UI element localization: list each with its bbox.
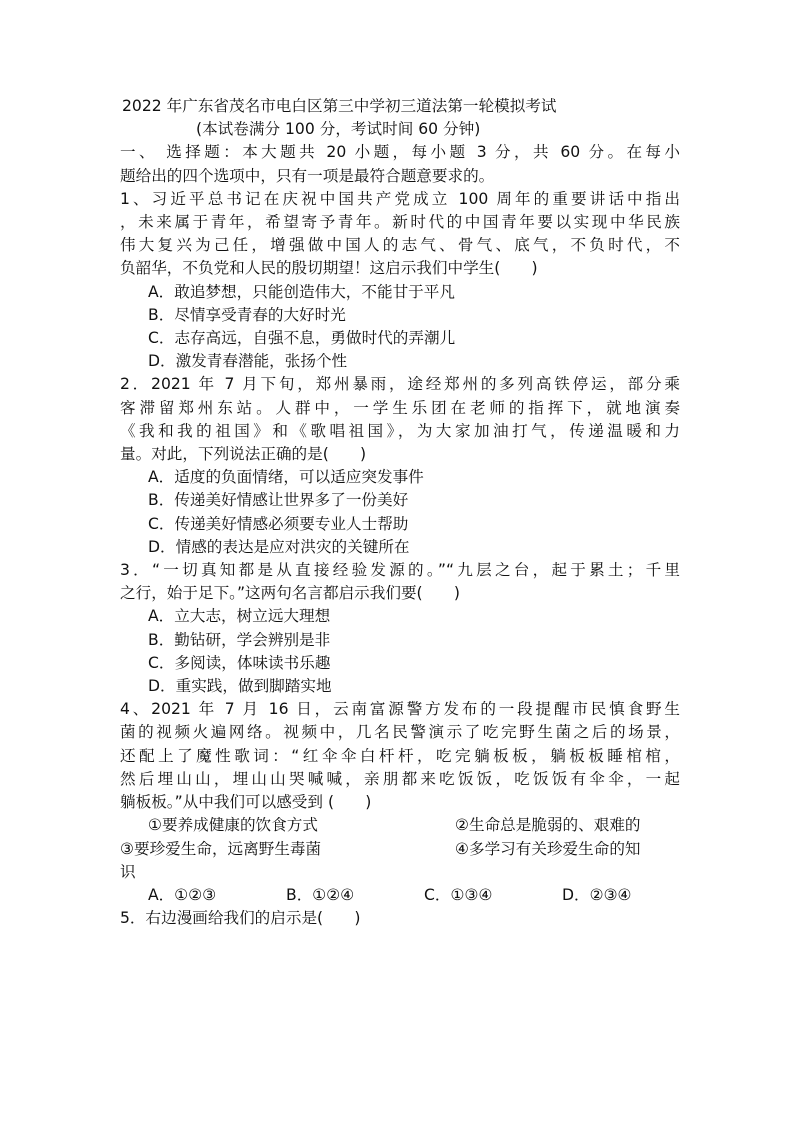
- question-text-line: 5．右边漫画给我们的启示是( ): [120, 909, 361, 928]
- statement-row: [120, 814, 680, 837]
- question-text-line: 1、习近平总书记在庆祝中国共产党成立 100 周年的重要讲话中指出: [120, 189, 680, 208]
- question-text-line: ，未来属于青年，希望寄予青年。新时代的中国青年要以实现中华民族: [120, 213, 680, 232]
- statement-2: ②生命总是脆弱的、艰难的: [455, 816, 641, 835]
- question-text-line: 菌的视频火遍网络。视频中，几名民警演示了吃完野生菌之后的场景，: [120, 723, 680, 742]
- question-5: [120, 907, 680, 930]
- question-text-line: 然后埋山山，埋山山哭喊喊，亲朋都来吃饭饭，吃饭饭有伞伞，一起: [120, 769, 680, 788]
- option-b: B．尽情享受青春的大好时光: [148, 305, 346, 324]
- option-c: C．多阅读，体味读书乐趣: [148, 653, 331, 672]
- option-d: D．激发青春潜能，张扬个性: [148, 352, 348, 371]
- question-1: [120, 188, 680, 374]
- question-text-line: 之行，始于足下。”这两句名言都启示我们要( ): [120, 584, 460, 603]
- option-d: D．情感的表达是应对洪灾的关键所在: [148, 537, 410, 556]
- section-instruction-line: 一、 选择题：本大题共 20 小题，每小题 3 分，共 60 分。在每小: [120, 143, 680, 162]
- section-instruction-line: 题给出的四个选项中，只有一项是最符合题意要求的。: [120, 166, 495, 185]
- question-text-line: 量。对此，下列说法正确的是( ): [120, 445, 367, 464]
- question-text-line: 2．2021 年 7 月下旬，郑州暴雨，途经郑州的多列高铁停运，部分乘: [120, 375, 680, 394]
- option-d: D．重实践，做到脚踏实地: [148, 677, 332, 696]
- question-text-line: 客滞留郑州东站。人群中，一学生乐团在老师的指挥下，就地演奏: [120, 398, 680, 417]
- exam-subtitle: (本试卷满分 100 分，考试时间 60 分钟): [196, 120, 481, 139]
- statement-1: ①要养成健康的饮食方式: [148, 816, 318, 835]
- option-c: C．志存高远，自强不息，勇做时代的弄潮儿: [148, 329, 456, 348]
- question-text-line: 负韶华，不负党和人民的殷切期望！这启示我们中学生( ): [120, 259, 538, 278]
- question-3: [120, 559, 680, 698]
- option-b: B．勤钻研，学会辨别是非: [148, 630, 331, 649]
- statement-4-continuation: 识: [120, 862, 136, 881]
- exam-title: 2022 年广东省茂名市电白区第三中学初三道法第一轮模拟考试: [122, 97, 557, 115]
- question-2: [120, 373, 680, 559]
- statement-4: ④多学习有关珍爱生命的知: [455, 839, 641, 858]
- question-4: [120, 698, 680, 907]
- question-text-line: 还配上了魔性歌词：“红伞伞白杆杆，吃完躺板板，躺板板睡棺棺，: [120, 746, 680, 765]
- answer-choices: [120, 884, 680, 907]
- question-text-line: 躺板板。”从中我们可以感受到 ( ): [120, 793, 372, 812]
- option-a: A．敢追梦想，只能创造伟大，不能甘于平凡: [148, 282, 455, 301]
- choice-c: C．①③④: [424, 885, 493, 904]
- question-text-line: 《我和我的祖国》和《歌唱祖国》，为大家加油打气，传递温暖和力: [120, 421, 680, 440]
- choice-b: B．①②④: [286, 885, 355, 904]
- option-a: A．适度的负面情绪，可以适应突发事件: [148, 468, 424, 487]
- choice-a: A．①②③: [148, 885, 217, 904]
- option-b: B．传递美好情感让世界多了一份美好: [148, 491, 409, 510]
- statement-3: ③要珍爱生命，远离野生毒菌: [120, 839, 322, 858]
- exam-page: [120, 95, 680, 930]
- question-text-line: 3．“一切真知都是从直接经验发源的。”“九层之台，起于累土；千里: [120, 561, 680, 580]
- statement-row: [120, 838, 680, 861]
- question-text-line: 伟大复兴为己任，增强做中国人的志气、骨气、底气，不负时代，不: [120, 236, 680, 255]
- option-a: A．立大志，树立远大理想: [148, 607, 331, 626]
- choice-d: D．②③④: [562, 885, 632, 904]
- option-c: C．传递美好情感必须要专业人士帮助: [148, 514, 409, 533]
- question-text-line: 4、2021 年 7 月 16 日，云南富源警方发布的一段提醒市民慎食野生: [120, 700, 680, 719]
